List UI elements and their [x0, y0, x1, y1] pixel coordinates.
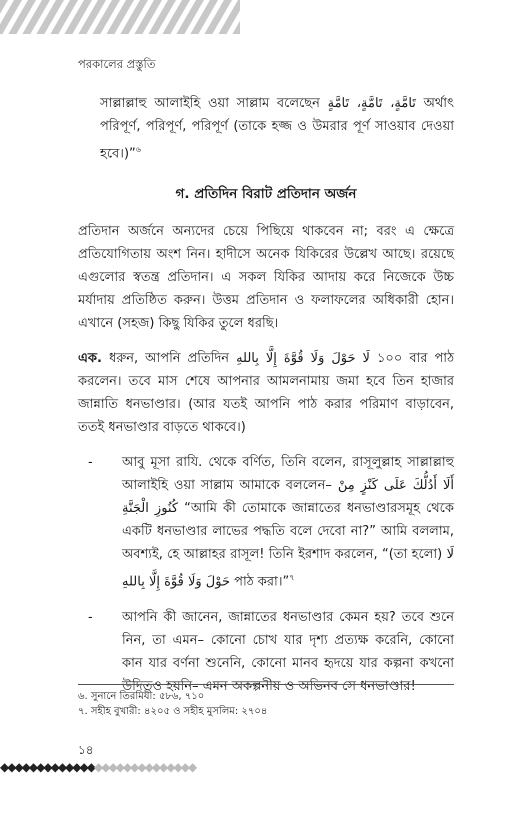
- bullet-text: আবু মূসা রাযি. থেকে বর্ণিত, তিনি বলেন, রাসূলুল্লাহ সাল্লাল্লাহু আলাইহি ওয়া সাল্লাম আমাকে বললেন–: [122, 455, 454, 494]
- footnote-ref: ৭: [289, 573, 295, 583]
- item-one-label: এক.: [78, 351, 102, 367]
- diamond-icon: ◆◆◆◆◆◆◆◆◆◆◆◆◆: [0, 760, 94, 774]
- footnote: ৭. সহীহ বুখারী: ৪২০৫ ও সহীহ মুসলিম: ২৭০৪: [78, 706, 268, 717]
- footnote-ref: ৬: [135, 145, 141, 154]
- item-one-text-before: ধরুন, আপনি প্রতিদিন: [101, 351, 237, 367]
- hadith-quote: [100, 92, 454, 165]
- bullet-text: “আমি কী তোমাকে জান্নাতের ধনভাণ্ডারসমূহ থেকে একটি ধনভাণ্ডার লাভের পদ্ধতি বলে দেবো না?” আমি বললাম, অবশ্যই, হে আল্লাহর রাসূল! তিনি ইরশাদ করলেন, “(তা হলো): [122, 501, 454, 563]
- bullet-list: [78, 451, 454, 697]
- quote-text-after: অর্থাৎ পরিপূর্ণ, পরিপূর্ণ, পরিপূর্ণ (তাকে হজ্জ ও উমরার পূর্ণ সাওয়াব দেওয়া হবে।)”: [100, 96, 454, 162]
- bullet-text: আপনি কী জানেন, জান্নাতের ধনভাণ্ডার কেমন হয়? তবে শুনে নিন, তা এমন– কোনো চোখ যার দৃশ্য প্রত্যক্ষ করেনি, কোনো কান যার বর্ণনা শুনেনি, কোনো মানব হৃদয়ে যার কল্পনা কখনো উদিতও হয়নি– এমন অকল্পনীয় ও অভিনব সে ধনভাণ্ডার!: [122, 609, 454, 694]
- item-one-arabic: لَا حَوْلَ وَلَا قُوَّةَ إِلَّا بِاللهِ: [236, 351, 370, 367]
- bullet-dash: -: [88, 455, 93, 471]
- footnotes: [78, 684, 454, 719]
- page-content: [78, 92, 454, 710]
- item-one-text-after: ১০০ বার পাঠ করলেন। তবে মাস শেষে আপনার আমলনামায় জমা হবে তিন হাজার জান্নাতি ধনভাণ্ডার। (আর যতই আপনি পাঠ করার পরিমাণ বাড়াবেন, ততই ধনভাণ্ডার বাড়তে থাকবে।): [78, 351, 455, 436]
- diamond-icon: ◆◆◆◆◆◆◆◆◆◆◆◆◆◆: [93, 760, 196, 774]
- quote-text-before: সাল্লাল্লাহু আলাইহি ওয়া সাল্লাম বলেছেন: [100, 96, 328, 111]
- item-one-paragraph: [78, 347, 454, 439]
- list-item: [88, 451, 454, 593]
- footnote: ৬. সুনানে তিরমিযী: ৫৮৬, ৭১০: [78, 691, 205, 702]
- section-heading: গ. প্রতিদিন বিরাট প্রতিদান অর্জন: [175, 186, 357, 203]
- bullet-arabic: أَلَا أَدُلُّكَ عَلَى كَنْزٍ مِنْ كُنُوزِ الْجَنَّةِ: [122, 478, 454, 517]
- header-stripe-decoration: [0, 0, 240, 34]
- quote-arabic: تَامَّةٍ، تَامَّةٍ، تَامَّةٍ: [327, 96, 416, 111]
- page-number: ১৪: [78, 743, 94, 757]
- footer-diamond-decoration: [0, 760, 195, 774]
- intro-paragraph: প্রতিদান অর্জনে অন্যদের চেয়ে পিছিয়ে থাকবেন না; বরং এ ক্ষেত্রে প্রতিযোগিতায় অংশ নিন। হাদীসে অনেক যিকিরের উল্লেখ আছে। রয়েছে এগুলোর স্বতন্ত্র প্রতিদান। এ সকল যিকির আদায় করে নিজেকে উচ্চ মর্যাদায় প্রতিষ্ঠিত করুন। উত্তম প্রতিদান ও ফলাফলের অধিকারী হোন। এখানে (সহজ) কিছু যিকির তুলে ধরছি।: [78, 224, 454, 332]
- bullet-text: পাঠ করা।”: [230, 574, 290, 590]
- bullet-dash: -: [88, 609, 93, 625]
- bullet-arabic: لَا حَوْلَ وَلَا قُوَّةَ إِلَّا بِاللهِ: [122, 547, 454, 590]
- stripe-pattern-icon: [0, 0, 240, 34]
- running-header: পরকালের প্রস্তুতি: [78, 57, 156, 71]
